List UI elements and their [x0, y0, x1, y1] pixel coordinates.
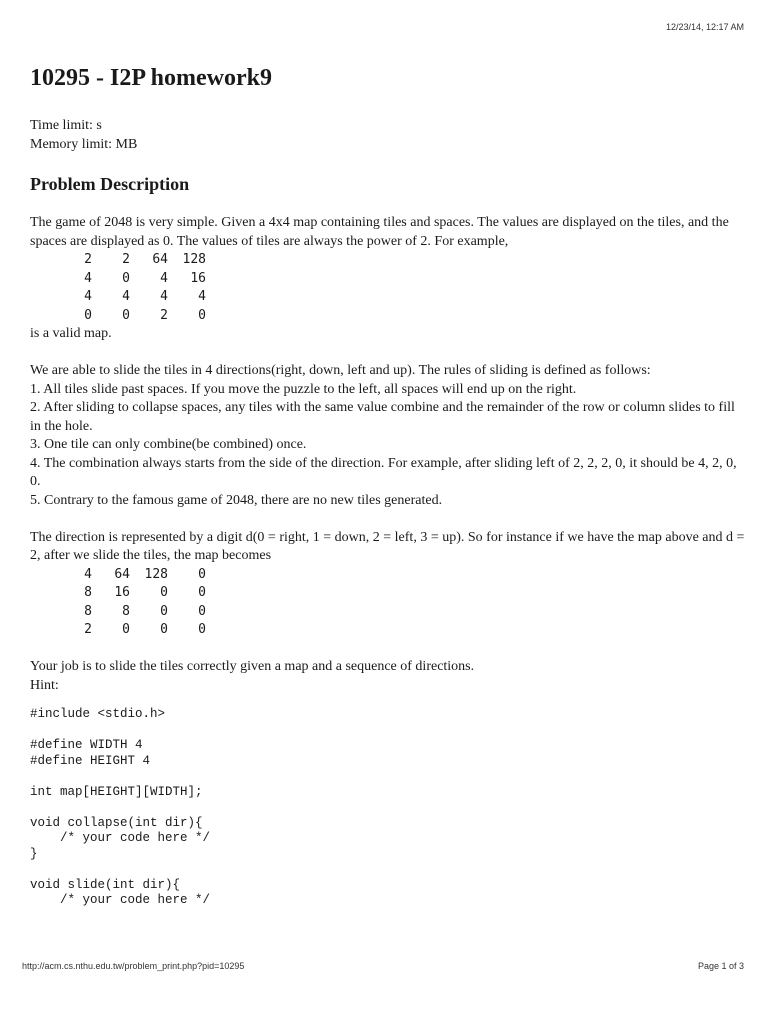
map-cell: 4: [160, 289, 168, 304]
map-row: [54, 584, 206, 603]
intro-paragraph: The game of 2048 is very simple. Given a 4x4 map containing tiles and spaces. The values are displayed on the tiles, and the spaces are displayed as 0. The values of tiles are always the power of 2. For example,: [30, 215, 729, 249]
rule-item: 5. Contrary to the famous game of 2048, there are no new tiles generated.: [30, 492, 443, 508]
map-row: [54, 251, 206, 270]
map-cell: 64: [152, 252, 168, 267]
map-cell: 0: [198, 603, 206, 619]
map-cell: 4: [122, 289, 130, 304]
map-cell: 8: [84, 603, 92, 619]
map-cell: 0: [198, 566, 206, 582]
job-paragraph: Your job is to slide the tiles correctly given a map and a sequence of directions.: [30, 659, 475, 674]
map-cell: 0: [84, 307, 92, 323]
map-cell: 0: [160, 603, 168, 619]
time-limit: Time limit: s: [30, 118, 102, 133]
map-row: [54, 566, 206, 585]
map-cell: 8: [84, 585, 92, 600]
map-cell: 2: [122, 252, 130, 267]
hint-code-block: #include <stdio.h> #define WIDTH 4 #define HEIGHT 4 int map[HEIGHT][WIDTH]; void collapse(int dir){ /* your code here */ } void slide(int dir){ /* your code here */: [30, 707, 211, 907]
map-cell: 16: [114, 585, 130, 600]
map-cell: 0: [122, 622, 130, 637]
map-row: [54, 288, 206, 307]
map-cell: 4: [84, 566, 92, 582]
map-row: [54, 307, 206, 326]
map-cell: 0: [198, 307, 206, 323]
print-timestamp: 12/23/14, 12:17 AM: [665, 22, 744, 32]
map-cell: 4: [84, 289, 92, 304]
rule-item: 3. One tile can only combine(be combined) once.: [30, 437, 307, 452]
map-row: [54, 270, 206, 289]
map-cell: 128: [144, 566, 168, 582]
rule-item: 4. The combination always starts from the side of the direction. For example, after sliding left of 2, 2, 2, 0, it should be 4, 2, 0, 0.: [30, 455, 737, 489]
valid-map-note: is a valid map.: [30, 326, 112, 341]
map-cell: 2: [84, 252, 92, 267]
map-cell: 2: [84, 622, 92, 637]
map-row: [54, 621, 206, 640]
map-cell: 8: [122, 603, 130, 619]
example-map-grid: [54, 251, 206, 325]
rule-item: 2. After sliding to collapse spaces, any tiles with the same value combine and the remainder of the row or column slides to fill in the hole.: [30, 400, 735, 434]
map-cell: 128: [182, 252, 206, 267]
result-map-grid: [54, 566, 206, 640]
map-cell: 16: [190, 270, 206, 286]
map-cell: 0: [198, 585, 206, 600]
map-cell: 2: [160, 307, 168, 323]
map-cell: 4: [84, 270, 92, 286]
section-heading-problem-description: Problem Description: [30, 174, 190, 194]
map-cell: 0: [198, 622, 206, 637]
rule-item: 1. All tiles slide past spaces. If you move the puzzle to the left, all spaces will end up on the right.: [30, 381, 577, 397]
map-cell: 0: [122, 270, 130, 286]
map-cell: 0: [160, 585, 168, 600]
footer-page-number: Page 1 of 3: [697, 961, 744, 971]
map-cell: 64: [114, 566, 130, 582]
limits-block: [30, 116, 745, 154]
memory-limit: Memory limit: MB: [30, 137, 138, 152]
problem-title: 10295 - I2P homework9: [30, 65, 272, 91]
hint-label: Hint:: [30, 677, 59, 693]
problem-content: [30, 62, 745, 909]
map-cell: 4: [198, 289, 206, 304]
map-cell: 0: [122, 307, 130, 323]
sliding-intro-paragraph: We are able to slide the tiles in 4 directions(right, down, left and up). The rules of sliding is defined as follows:: [30, 363, 651, 378]
footer-url: http://acm.cs.nthu.edu.tw/problem_print.php?pid=10295: [22, 961, 245, 971]
map-cell: 4: [160, 270, 168, 286]
direction-paragraph: The direction is represented by a digit d(0 = right, 1 = down, 2 = left, 3 = up). So for instance if we have the map above and d = 2, after we slide the tiles, the map becomes: [30, 529, 745, 563]
map-row: [54, 603, 206, 622]
map-cell: 0: [160, 622, 168, 637]
